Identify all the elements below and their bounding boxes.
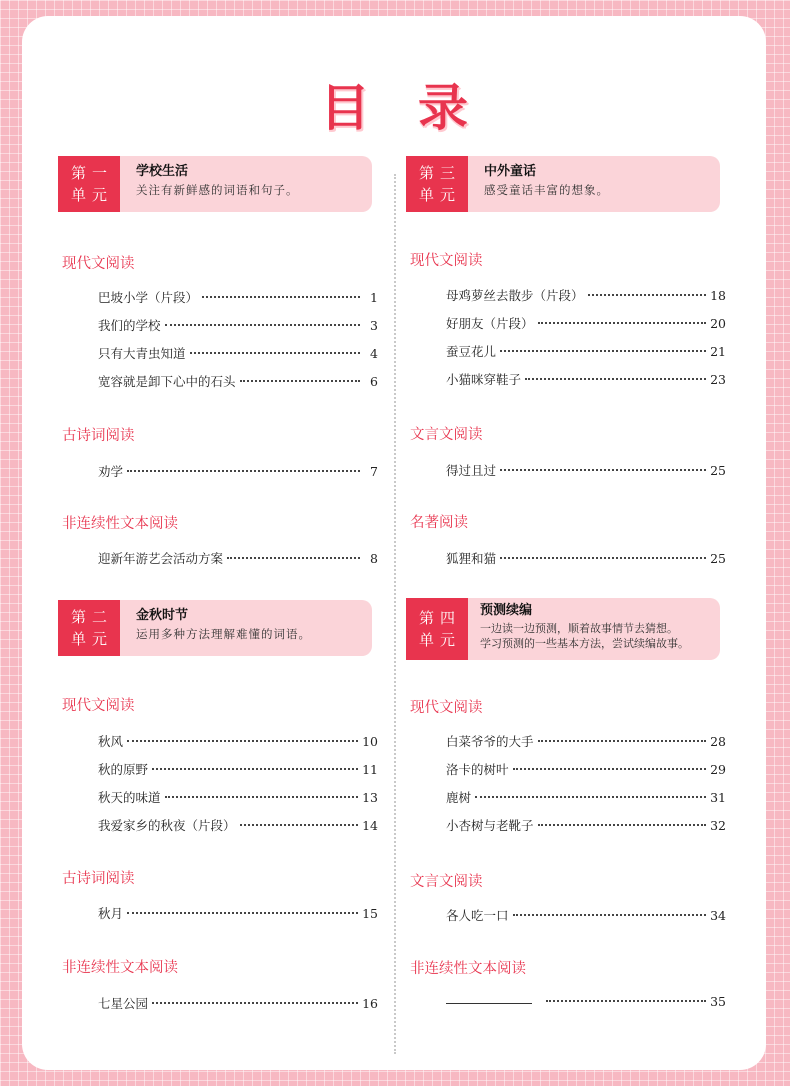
unit-badge (58, 156, 120, 212)
entry-label: 迎新年游艺会活动方案 (98, 551, 224, 566)
toc-entry[interactable] (446, 370, 726, 390)
entry-blank (446, 994, 532, 1009)
entry-page: 29 (710, 762, 726, 777)
entry-page: 25 (710, 463, 726, 478)
toc-entry[interactable] (446, 788, 726, 808)
entry-page: 1 (370, 290, 378, 305)
section-heading: 古诗词阅读 (62, 871, 135, 887)
entry-label: 巴坡小学（片段） (98, 290, 199, 305)
entry-label: 宽容就是卸下心中的石头 (98, 374, 236, 389)
toc-entry[interactable] (98, 372, 378, 392)
entry-label: 只有大青虫知道 (98, 346, 186, 361)
unit-desc: 关注有新鲜感的词语和句子。 (136, 183, 299, 197)
entry-label: 好朋友（片段） (446, 316, 534, 331)
toc-entry[interactable] (98, 994, 378, 1014)
entry-label: 各人吃一口 (446, 908, 509, 923)
unit-badge (406, 156, 468, 212)
unit-header-4 (406, 598, 720, 660)
entry-label: 我们的学校 (98, 318, 161, 333)
toc-entry[interactable] (98, 760, 378, 780)
toc-entry-blank[interactable] (446, 994, 726, 1014)
entry-page: 10 (362, 734, 378, 749)
unit-badge-bottom: 单元 (418, 186, 461, 204)
column-divider (394, 174, 396, 1054)
unit-header-1 (58, 156, 372, 212)
entry-label: 狐狸和猫 (446, 551, 497, 566)
toc-entry[interactable] (98, 316, 378, 336)
section-heading: 现代文阅读 (62, 256, 135, 272)
unit-desc: 一边读一边预测，顺着故事情节去猜想。 (480, 622, 678, 635)
toc-entry[interactable] (98, 549, 378, 569)
unit-title: 金秋时节 (136, 608, 189, 623)
toc-entry[interactable] (446, 732, 726, 752)
toc-entry[interactable] (446, 816, 726, 836)
unit-header-2 (58, 600, 372, 656)
toc-entry[interactable] (98, 816, 378, 836)
entry-label: 蚕豆花儿 (446, 344, 497, 359)
entry-page: 11 (362, 762, 378, 777)
entry-label: 秋风 (98, 734, 124, 749)
entry-label: 劝学 (98, 464, 124, 479)
unit-badge-bottom: 单元 (70, 186, 113, 204)
entry-page: 32 (710, 818, 726, 833)
toc-entry[interactable] (98, 904, 378, 924)
toc-entry[interactable] (446, 760, 726, 780)
toc-entry[interactable] (98, 732, 378, 752)
entry-label: 母鸡萝丝去散步（片段） (446, 288, 584, 303)
section-heading: 非连续性文本阅读 (410, 961, 526, 977)
entry-label: 洛卡的树叶 (446, 762, 509, 777)
unit-title: 学校生活 (136, 164, 189, 179)
toc-card (22, 16, 766, 1070)
unit-badge-top: 第四 (418, 609, 461, 627)
toc-entry[interactable] (446, 286, 726, 306)
entry-page: 7 (370, 464, 378, 479)
entry-page: 31 (710, 790, 726, 805)
section-heading: 文言文阅读 (410, 874, 483, 890)
unit-badge-bottom: 单元 (70, 630, 113, 648)
entry-page: 14 (362, 818, 378, 833)
entry-page: 25 (710, 551, 726, 566)
entry-page: 15 (362, 906, 378, 921)
entry-page: 35 (710, 994, 726, 1009)
toc-entry[interactable] (98, 788, 378, 808)
toc-entry[interactable] (446, 461, 726, 481)
toc-entry[interactable] (446, 549, 726, 569)
unit-badge-bottom: 单元 (418, 631, 461, 649)
entry-page: 18 (710, 288, 726, 303)
toc-entry[interactable] (446, 314, 726, 334)
unit-badge-top: 第三 (418, 164, 461, 182)
entry-page: 21 (710, 344, 726, 359)
section-heading: 古诗词阅读 (62, 428, 135, 444)
toc-entry[interactable] (98, 344, 378, 364)
unit-badge-top: 第二 (70, 608, 113, 626)
section-heading: 现代文阅读 (62, 698, 135, 714)
unit-desc: 感受童话丰富的想象。 (484, 183, 609, 197)
entry-page: 6 (370, 374, 378, 389)
entry-label: 秋月 (98, 906, 124, 921)
entry-page: 13 (362, 790, 378, 805)
unit-desc: 运用多种方法理解难懂的词语。 (136, 627, 311, 641)
entry-label: 我爱家乡的秋夜（片段） (98, 818, 236, 833)
unit-title: 预测续编 (480, 603, 533, 618)
unit-title: 中外童话 (484, 164, 537, 179)
entry-page: 3 (370, 318, 378, 333)
entry-label: 秋的原野 (98, 762, 149, 777)
unit-badge (58, 600, 120, 656)
entry-label: 得过且过 (446, 463, 497, 478)
section-heading: 非连续性文本阅读 (62, 516, 178, 532)
toc-entry[interactable] (98, 288, 378, 308)
unit-header-3 (406, 156, 720, 212)
entry-label: 七星公园 (98, 996, 149, 1011)
page-title: 目录 (320, 79, 516, 137)
entry-label: 鹿树 (446, 790, 472, 805)
unit-desc: 学习预测的一些基本方法，尝试续编故事。 (480, 637, 689, 650)
entry-page: 23 (710, 372, 726, 387)
entry-page: 4 (370, 346, 378, 361)
entry-page: 8 (370, 551, 378, 566)
entry-page: 16 (362, 996, 378, 1011)
entry-page: 34 (710, 908, 726, 923)
entry-page: 28 (710, 734, 726, 749)
entry-label: 秋天的味道 (98, 790, 161, 805)
entry-label: 白菜爷爷的大手 (446, 734, 534, 749)
toc-entry[interactable] (446, 906, 726, 926)
section-heading: 现代文阅读 (410, 700, 483, 716)
section-heading: 现代文阅读 (410, 253, 483, 269)
section-heading: 名著阅读 (410, 515, 468, 531)
entry-label: 小猫咪穿鞋子 (446, 372, 522, 387)
section-heading: 文言文阅读 (410, 427, 483, 443)
toc-entry[interactable] (446, 342, 726, 362)
entry-label: 小杏树与老靴子 (446, 818, 534, 833)
toc-entry[interactable] (98, 462, 378, 482)
section-heading: 非连续性文本阅读 (62, 960, 178, 976)
entry-page: 20 (710, 316, 726, 331)
unit-badge-top: 第一 (70, 164, 113, 182)
unit-badge (406, 598, 468, 660)
